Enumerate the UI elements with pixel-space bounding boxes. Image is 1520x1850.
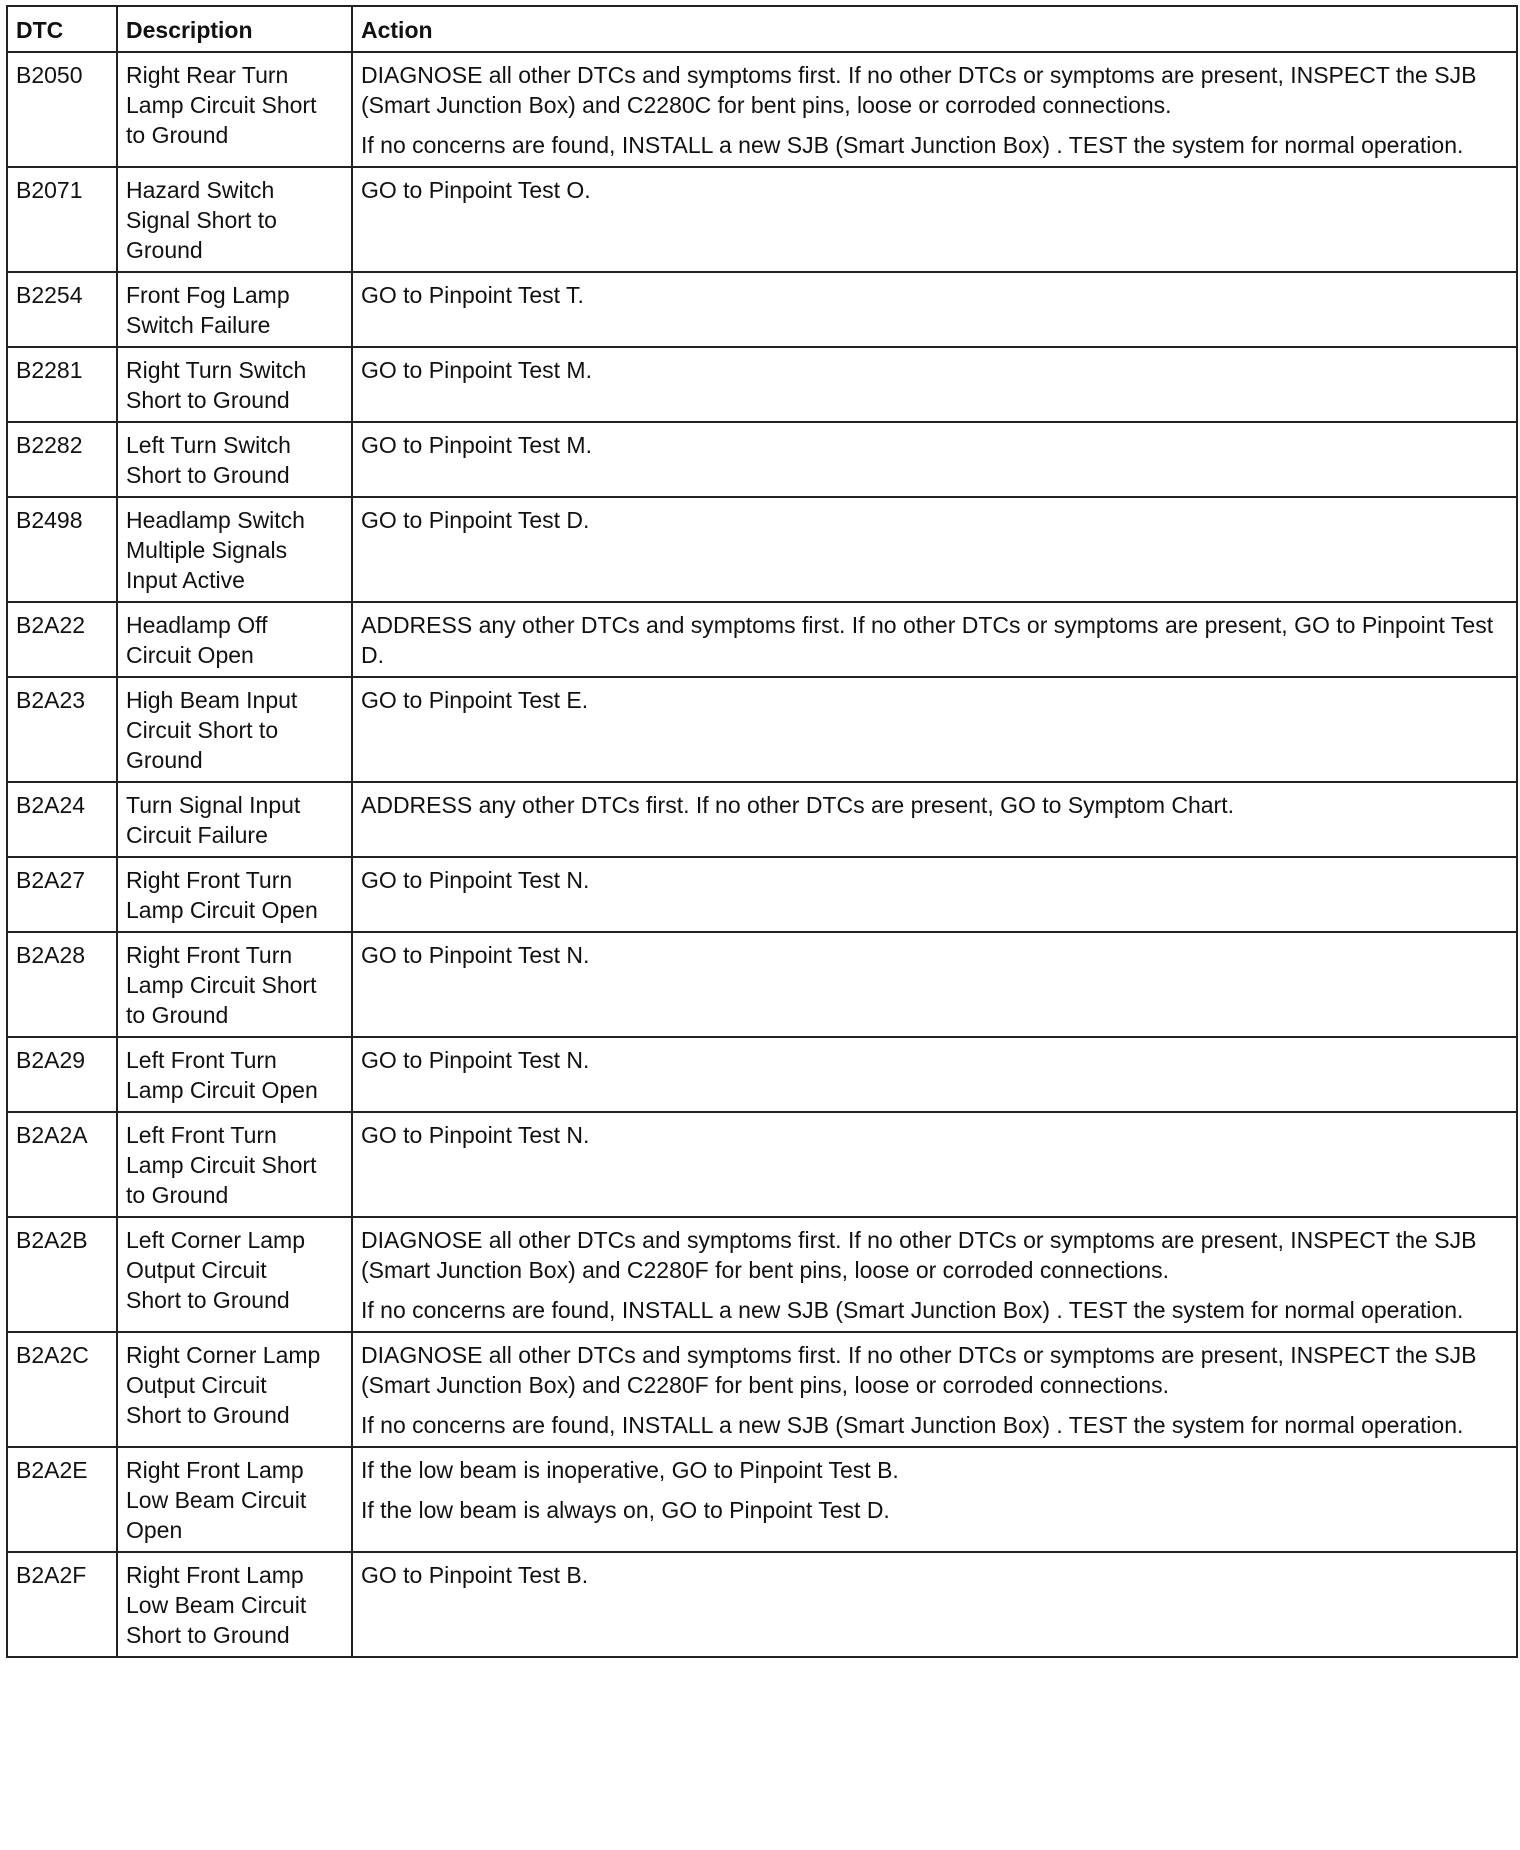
table-row <box>7 932 1517 1037</box>
dtc-code: B2A28 <box>7 932 117 1037</box>
table-row <box>7 1112 1517 1217</box>
dtc-action <box>352 422 1517 497</box>
table-row <box>7 1447 1517 1552</box>
action-paragraph: If the low beam is inoperative, GO to Pinpoint Test B. <box>361 1457 899 1483</box>
table-row <box>7 1217 1517 1332</box>
table-header <box>7 6 1517 52</box>
dtc-description: Right Front Turn Lamp Circuit Open <box>117 857 352 932</box>
dtc-code: B2A27 <box>7 857 117 932</box>
dtc-action <box>352 272 1517 347</box>
action-paragraph: GO to Pinpoint Test N. <box>361 1047 590 1073</box>
dtc-code: B2A23 <box>7 677 117 782</box>
dtc-code: B2498 <box>7 497 117 602</box>
action-paragraph: GO to Pinpoint Test N. <box>361 1122 590 1148</box>
dtc-action <box>352 857 1517 932</box>
dtc-description: Left Front Turn Lamp Circuit Short to Ground <box>117 1112 352 1217</box>
table-row <box>7 1037 1517 1112</box>
table-row <box>7 497 1517 602</box>
action-paragraph: DIAGNOSE all other DTCs and symptoms first. If no other DTCs or symptoms are present, INSPECT the SJB (Smart Junction Box) and C2280F for bent pins, loose or corroded connections. <box>361 1342 1477 1398</box>
header-action: Action <box>352 6 1517 52</box>
dtc-code: B2282 <box>7 422 117 497</box>
action-paragraph: GO to Pinpoint Test N. <box>361 942 590 968</box>
dtc-table <box>6 5 1518 1658</box>
table-row <box>7 1552 1517 1657</box>
dtc-description: Front Fog Lamp Switch Failure <box>117 272 352 347</box>
action-paragraph: DIAGNOSE all other DTCs and symptoms first. If no other DTCs or symptoms are present, INSPECT the SJB (Smart Junction Box) and C2280F for bent pins, loose or corroded connections. <box>361 1227 1477 1283</box>
dtc-description: Right Turn Switch Short to Ground <box>117 347 352 422</box>
dtc-code: B2A2E <box>7 1447 117 1552</box>
dtc-code: B2A2A <box>7 1112 117 1217</box>
action-paragraph: If no concerns are found, INSTALL a new SJB (Smart Junction Box) . TEST the system for normal operation. <box>361 1412 1464 1438</box>
dtc-action <box>352 347 1517 422</box>
dtc-description: Right Front Turn Lamp Circuit Short to Ground <box>117 932 352 1037</box>
dtc-code: B2050 <box>7 52 117 167</box>
dtc-description: Right Rear Turn Lamp Circuit Short to Ground <box>117 52 352 167</box>
action-paragraph: GO to Pinpoint Test M. <box>361 357 592 383</box>
dtc-action <box>352 1037 1517 1112</box>
dtc-description: Right Front Lamp Low Beam Circuit Open <box>117 1447 352 1552</box>
header-dtc: DTC <box>7 6 117 52</box>
action-paragraph: GO to Pinpoint Test B. <box>361 1562 589 1588</box>
table-row <box>7 677 1517 782</box>
dtc-action <box>352 932 1517 1037</box>
header-row <box>7 6 1517 52</box>
table-row <box>7 422 1517 497</box>
dtc-action <box>352 1332 1517 1447</box>
action-paragraph: GO to Pinpoint Test E. <box>361 687 589 713</box>
table-row <box>7 857 1517 932</box>
header-description: Description <box>117 6 352 52</box>
action-paragraph: ADDRESS any other DTCs and symptoms first. If no other DTCs or symptoms are present, GO to Pinpoint Test D. <box>361 612 1494 668</box>
table-row <box>7 782 1517 857</box>
dtc-description: High Beam Input Circuit Short to Ground <box>117 677 352 782</box>
dtc-action <box>352 52 1517 167</box>
dtc-action <box>352 497 1517 602</box>
dtc-code: B2071 <box>7 167 117 272</box>
table-row <box>7 272 1517 347</box>
dtc-action <box>352 602 1517 677</box>
action-paragraph: GO to Pinpoint Test M. <box>361 432 592 458</box>
table-row <box>7 602 1517 677</box>
dtc-action <box>352 1112 1517 1217</box>
dtc-action <box>352 1552 1517 1657</box>
table-body <box>7 52 1517 1657</box>
dtc-description: Headlamp Off Circuit Open <box>117 602 352 677</box>
dtc-action <box>352 677 1517 782</box>
dtc-description: Right Front Lamp Low Beam Circuit Short to Ground <box>117 1552 352 1657</box>
dtc-action <box>352 1447 1517 1552</box>
dtc-code: B2A2B <box>7 1217 117 1332</box>
action-paragraph: GO to Pinpoint Test D. <box>361 507 590 533</box>
dtc-description: Turn Signal Input Circuit Failure <box>117 782 352 857</box>
action-paragraph: GO to Pinpoint Test O. <box>361 177 591 203</box>
action-paragraph: If the low beam is always on, GO to Pinpoint Test D. <box>361 1497 890 1523</box>
dtc-action <box>352 782 1517 857</box>
action-paragraph: DIAGNOSE all other DTCs and symptoms first. If no other DTCs or symptoms are present, INSPECT the SJB (Smart Junction Box) and C2280C for bent pins, loose or corroded connections. <box>361 62 1477 118</box>
action-paragraph: If no concerns are found, INSTALL a new SJB (Smart Junction Box) . TEST the system for normal operation. <box>361 1297 1464 1323</box>
dtc-description: Headlamp Switch Multiple Signals Input Active <box>117 497 352 602</box>
table-row <box>7 347 1517 422</box>
dtc-code: B2A24 <box>7 782 117 857</box>
dtc-description: Left Corner Lamp Output Circuit Short to Ground <box>117 1217 352 1332</box>
dtc-code: B2254 <box>7 272 117 347</box>
dtc-code: B2A2C <box>7 1332 117 1447</box>
table-row <box>7 52 1517 167</box>
dtc-description: Hazard Switch Signal Short to Ground <box>117 167 352 272</box>
dtc-action <box>352 1217 1517 1332</box>
action-paragraph: GO to Pinpoint Test T. <box>361 282 584 308</box>
action-paragraph: GO to Pinpoint Test N. <box>361 867 590 893</box>
dtc-code: B2281 <box>7 347 117 422</box>
dtc-code: B2A22 <box>7 602 117 677</box>
dtc-action <box>352 167 1517 272</box>
dtc-code: B2A2F <box>7 1552 117 1657</box>
table-row <box>7 1332 1517 1447</box>
action-paragraph: ADDRESS any other DTCs first. If no other DTCs are present, GO to Symptom Chart. <box>361 792 1235 818</box>
dtc-description: Left Front Turn Lamp Circuit Open <box>117 1037 352 1112</box>
action-paragraph: If no concerns are found, INSTALL a new SJB (Smart Junction Box) . TEST the system for normal operation. <box>361 132 1464 158</box>
table-row <box>7 167 1517 272</box>
dtc-code: B2A29 <box>7 1037 117 1112</box>
dtc-description: Right Corner Lamp Output Circuit Short to Ground <box>117 1332 352 1447</box>
dtc-description: Left Turn Switch Short to Ground <box>117 422 352 497</box>
